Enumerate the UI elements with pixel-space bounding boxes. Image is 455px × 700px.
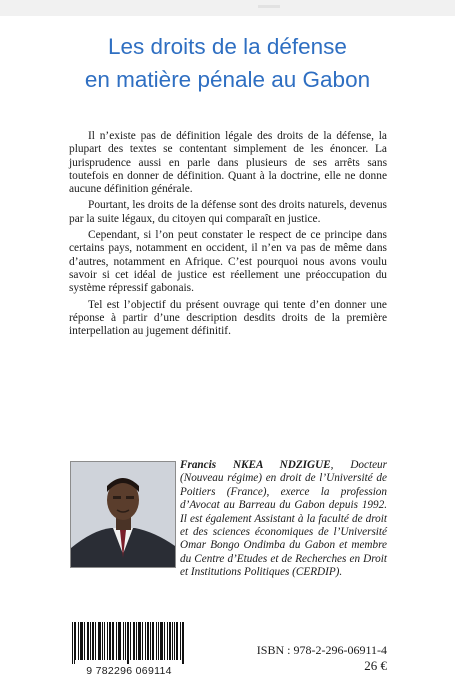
barcode-digits: 9 782296 069114 [86, 665, 172, 677]
barcode-bar [150, 622, 151, 660]
barcode-bar [162, 622, 163, 660]
barcode-bar [128, 622, 129, 664]
title-line-2: en matière pénale au Gabon [84, 67, 371, 92]
barcode-bar [87, 622, 88, 660]
author-bio [180, 459, 387, 580]
barcode-bar [125, 622, 126, 660]
barcode-bar [112, 622, 113, 660]
summary-paragraph-2: Pourtant, les droits de la défense sont des droits naturels, devenus par la suite légaux, du citoyen qui comparaît en justice. [69, 199, 387, 225]
barcode-bar [133, 622, 134, 660]
barcode-bar [142, 622, 143, 660]
barcode-bar [82, 622, 83, 660]
summary-paragraph-1: Il n’existe pas de définition légale des droits de la défense, la plupart des textes se contentant simplement de les énoncer. La jurisprudence aussi en parle dans plusieurs de ses arrêts sans toutefois en donner de définition. Quant à la doctrine, elle ne donne aucune définition générale. [69, 130, 387, 196]
barcode-bar [136, 622, 137, 660]
barcode-bar [169, 622, 170, 660]
barcode-bar [160, 622, 161, 660]
barcode-bar [110, 622, 111, 660]
barcode-bar [113, 622, 114, 660]
barcode-bar [118, 622, 119, 660]
barcode-bar [92, 622, 93, 660]
barcode-bar [176, 622, 177, 660]
barcode-bar [147, 622, 148, 660]
summary-paragraph-3: Cependant, si l’on peut constater le respect de ce principe dans certains pays, notamment en occident, il n’en va pas de même dans d’autres, notamment en Afrique. C’est pourquoi nous avons voulu savoir si cet idéal de justice est réellement une préoccupation du système répressif gabonais. [69, 229, 387, 295]
book-title [0, 30, 455, 96]
barcode-bar [164, 622, 165, 660]
barcode-bar [148, 622, 149, 660]
barcode-bar [174, 622, 175, 660]
barcode-bar [74, 622, 75, 664]
barcode-bar [158, 622, 159, 660]
barcode-bar [75, 622, 76, 660]
title-line-1: Les droits de la défense [108, 34, 347, 59]
barcode-bar [107, 622, 108, 660]
barcode-bar [156, 622, 157, 660]
barcode-bar [153, 622, 154, 660]
price: 26 € [364, 658, 387, 673]
barcode-bar [130, 622, 131, 660]
barcode-bar [152, 622, 153, 660]
barcode-bar [127, 622, 128, 664]
barcode-bar [104, 622, 105, 660]
barcode-bar [138, 622, 139, 660]
author-bio-text: , Docteur (Nouveau régime) en droit de l’Université de Poitiers (France), exerce la profession d’Avocat au Barreau du Gabon depuis 1992. Il est également Assistant à la faculté de droit et des sciences économiques de l’Université Omar Bongo Ondimba du Gabon et membre du Centre d’Etudes et de Recherches en Droit et Institutions Politiques (CERDIP). [180, 459, 387, 579]
barcode-bar [109, 622, 110, 660]
top-strip [0, 0, 455, 16]
barcode-bar [72, 622, 73, 664]
barcode-bar [119, 622, 120, 660]
barcode-bar [183, 622, 184, 664]
barcode-bar [95, 622, 96, 660]
barcode-bar [100, 622, 101, 660]
barcode-bar [120, 622, 121, 660]
author-name: Francis NKEA NDZIGUE [180, 459, 331, 471]
barcode-bar [177, 622, 178, 660]
author-photo [70, 461, 176, 568]
barcode-bar [90, 622, 91, 660]
barcode-bar [88, 622, 89, 660]
barcode-bar [139, 622, 140, 660]
barcode-bar [182, 622, 183, 664]
barcode-bar [93, 622, 94, 660]
barcode-bar [98, 622, 99, 660]
barcode-bar [99, 622, 100, 660]
barcode-bars [71, 622, 185, 664]
author-portrait-image [71, 462, 175, 567]
isbn: ISBN : 978-2-296-06911-4 [256, 643, 387, 657]
barcode-bar [78, 622, 79, 660]
barcode-bar [102, 622, 103, 660]
barcode-bar [172, 622, 173, 660]
barcode-bar [116, 622, 117, 660]
barcode-bar [145, 622, 146, 660]
barcode-bar [161, 622, 162, 660]
summary-text [69, 130, 387, 341]
barcode-bar [140, 622, 141, 660]
barcode-bar [134, 622, 135, 660]
top-mark [258, 5, 280, 8]
barcode-bar [180, 622, 181, 660]
barcode-bar [167, 622, 168, 660]
barcode-bar [170, 622, 171, 660]
barcode-bar [80, 622, 81, 660]
barcode-bar [84, 622, 85, 660]
barcode-bar [81, 622, 82, 660]
barcode-bar [123, 622, 124, 660]
summary-paragraph-4: Tel est l’objectif du présent ouvrage qui tente d’en donner une réponse à partir d’une description desdits droits de la première interpellation au jugement définitif. [69, 298, 387, 338]
